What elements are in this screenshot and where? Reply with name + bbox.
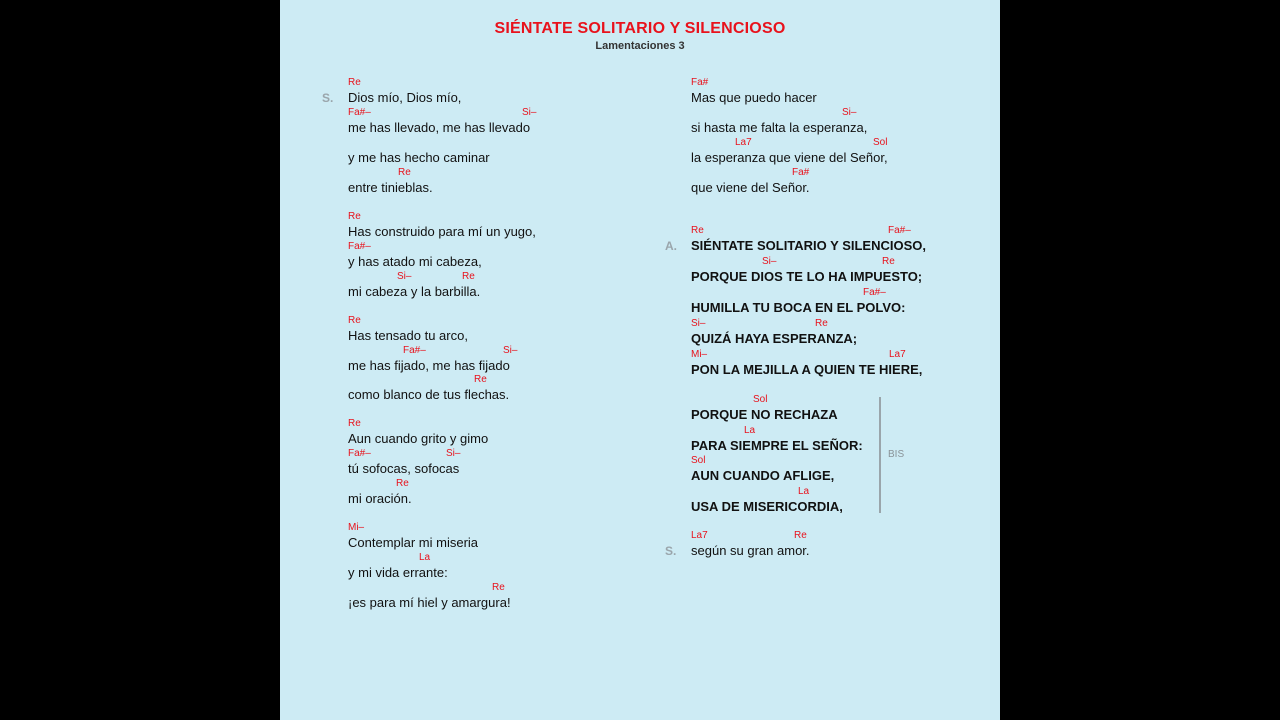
chord: Re <box>474 374 487 385</box>
chord: La <box>798 486 810 497</box>
lyric-line: mi oración. <box>348 491 412 506</box>
chord: La7 <box>691 530 708 541</box>
chord: Re <box>691 225 704 236</box>
chord: Si– <box>842 107 857 118</box>
chord: Mi– <box>348 522 365 533</box>
lyric-line: según su gran amor. <box>691 543 810 558</box>
chord: Si– <box>446 448 461 459</box>
section-marker: S. <box>665 544 677 558</box>
lyric-line: QUIZÁ HAYA ESPERANZA; <box>691 331 858 346</box>
lyric-line: Mas que puedo hacer <box>691 90 817 105</box>
chord: La <box>744 425 756 436</box>
lyric-line: y mi vida errante: <box>348 565 448 580</box>
chord: Fa#– <box>888 225 911 236</box>
chord: Fa#– <box>348 448 371 459</box>
lyric-line: si hasta me falta la esperanza, <box>691 120 868 135</box>
chord: Re <box>882 256 895 267</box>
lyric-line: la esperanza que viene del Señor, <box>691 150 888 165</box>
lyric-line: me has llevado, me has llevado <box>348 120 531 135</box>
chord: La7 <box>735 137 752 148</box>
lyric-line: ¡es para mí hiel y amargura! <box>348 595 511 610</box>
chord: Re <box>398 167 411 178</box>
chord: Re <box>492 582 505 593</box>
chord: La7 <box>889 349 906 360</box>
chord: Si– <box>397 271 412 282</box>
chord: Re <box>348 77 361 88</box>
lyric-line: PORQUE DIOS TE LO HA IMPUESTO; <box>691 269 923 284</box>
chord: Re <box>815 318 828 329</box>
bis-label: BIS <box>888 449 905 460</box>
chord: Fa# <box>691 77 709 88</box>
chord: Si– <box>762 256 777 267</box>
chord: Re <box>396 478 409 489</box>
chord: Fa#– <box>348 241 371 252</box>
lyric-line: Aun cuando grito y gimo <box>348 431 489 446</box>
song-sheet <box>280 0 1000 720</box>
lyric-line: PON LA MEJILLA A QUIEN TE HIERE, <box>691 362 923 377</box>
lyric-line: AUN CUANDO AFLIGE, <box>691 468 835 483</box>
section-marker: A. <box>665 239 677 253</box>
lyric-line: Has construido para mí un yugo, <box>348 224 536 239</box>
lyric-line: SIÉNTATE SOLITARIO Y SILENCIOSO, <box>691 238 926 253</box>
chord: Re <box>348 418 361 429</box>
bis-bracket <box>879 397 881 513</box>
lyric-line: HUMILLA TU BOCA EN EL POLVO: <box>691 300 906 315</box>
chord: Sol <box>691 455 706 466</box>
chord: Mi– <box>691 349 708 360</box>
lyric-line: y me has hecho caminar <box>348 150 490 165</box>
section-marker: S. <box>322 91 334 105</box>
chord: La <box>419 552 431 563</box>
chord: Fa#– <box>863 287 886 298</box>
chord: Si– <box>503 345 518 356</box>
chord: Sol <box>873 137 888 148</box>
song-subtitle: Lamentaciones 3 <box>595 40 685 52</box>
lyric-line: tú sofocas, sofocas <box>348 461 460 476</box>
chord: Sol <box>753 394 768 405</box>
lyric-line: mi cabeza y la barbilla. <box>348 284 481 299</box>
lyric-line: entre tinieblas. <box>348 180 433 195</box>
chord: Si– <box>522 107 537 118</box>
chord: Re <box>462 271 475 282</box>
lyric-line: como blanco de tus flechas. <box>348 387 510 402</box>
lyric-line: USA DE MISERICORDIA, <box>691 499 843 514</box>
chord: Si– <box>691 318 706 329</box>
chord: Re <box>794 530 807 541</box>
lyric-line: Contemplar mi miseria <box>348 535 479 550</box>
lyric-line: y has atado mi cabeza, <box>348 254 482 269</box>
lyric-line: Dios mío, Dios mío, <box>348 90 462 105</box>
chord: Re <box>348 315 361 326</box>
lyric-line: que viene del Señor. <box>691 180 810 195</box>
chord: Fa# <box>792 167 810 178</box>
chord: Fa#– <box>403 345 426 356</box>
chord: Fa#– <box>348 107 371 118</box>
chord: Re <box>348 211 361 222</box>
lyric-line: PARA SIEMPRE EL SEÑOR: <box>691 438 863 453</box>
lyric-line: Has tensado tu arco, <box>348 328 468 343</box>
song-title: SIÉNTATE SOLITARIO Y SILENCIOSO <box>494 20 786 37</box>
lyric-line: PORQUE NO RECHAZA <box>691 407 838 422</box>
lyric-line: me has fijado, me has fijado <box>348 358 510 373</box>
